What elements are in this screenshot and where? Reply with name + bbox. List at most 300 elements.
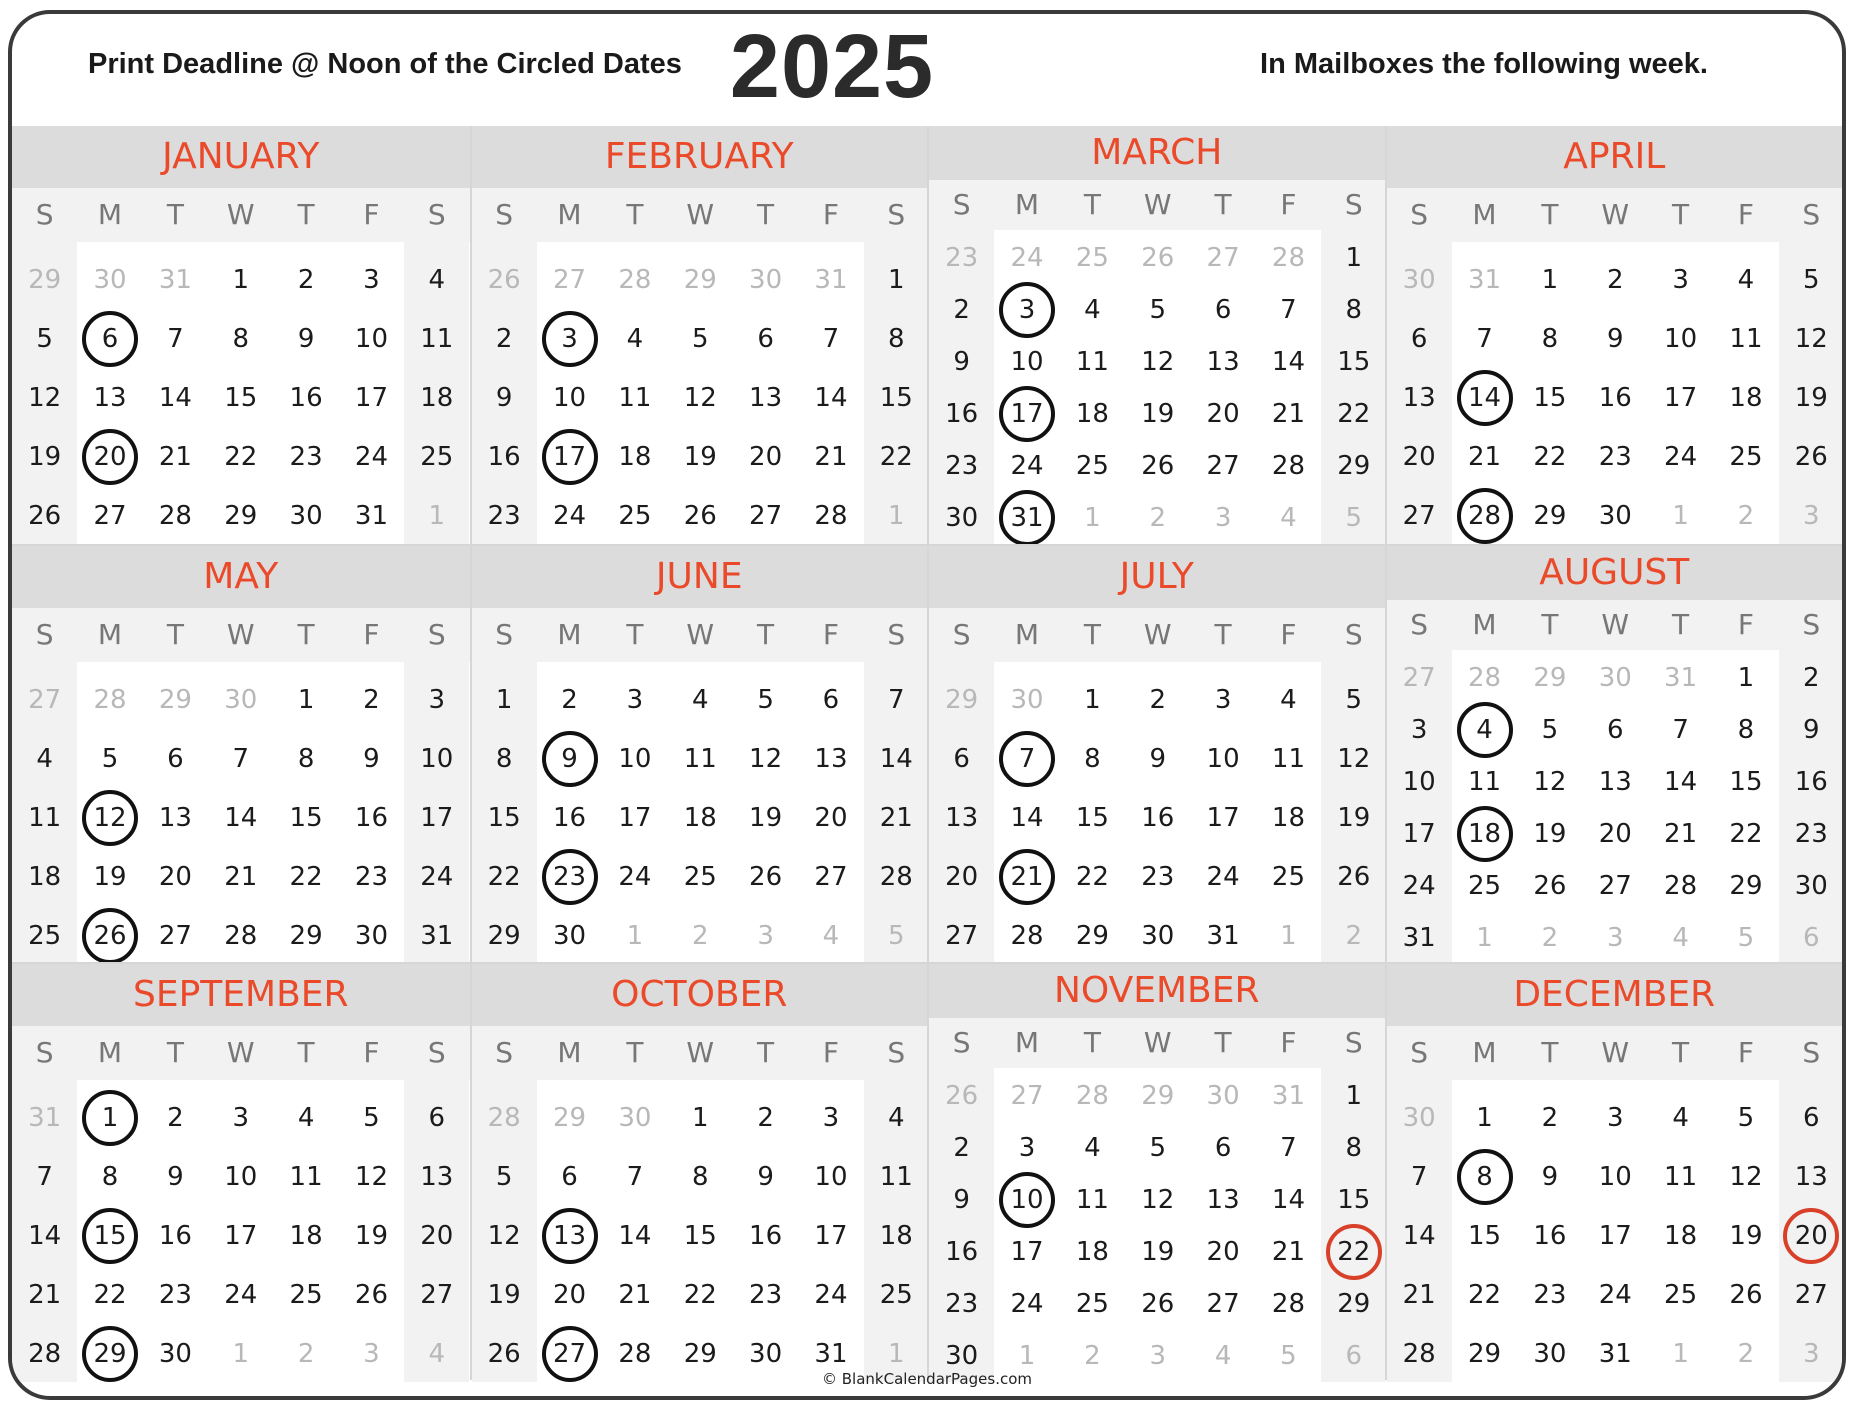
calendar-day: 6 [757,323,774,354]
calendar-day: 7 [888,684,905,715]
calendar-day: 16 [1141,802,1175,833]
calendar-day: 6 [428,1102,446,1133]
weekday-label: F [363,618,380,651]
calendar-day: 21 [1664,819,1698,849]
calendar-day: 29 [1467,1338,1502,1369]
weekday-label: S [1344,188,1363,221]
weekday-header [12,608,470,662]
calendar-day: 17 [224,1220,258,1251]
weekday-label: T [1672,1036,1690,1069]
adjacent-month-day: 31 [1664,663,1698,693]
calendar-day: 4 [626,323,644,354]
calendar-day: 21 [879,802,913,833]
weekday-label: M [97,198,123,231]
calendar-day: 12 [1337,743,1371,774]
calendar-day: 25 [1664,1279,1698,1310]
calendar-day: 27 [1206,1289,1240,1319]
calendar-day: 2 [561,684,578,715]
month-october [470,962,928,1380]
calendar-day: 11 [879,1161,913,1192]
calendar-day: 10 [552,382,587,413]
calendar-day: 2 [495,323,513,354]
calendar-day: 29 [224,500,258,531]
month-title: NOVEMBER [929,964,1385,1018]
calendar-day: 7 [167,323,184,354]
calendar-day: 15 [683,1220,717,1251]
calendar-day: 8 [101,1161,119,1192]
calendar-day: 16 [158,1220,192,1251]
calendar-day: 8 [495,743,513,774]
calendar-day: 17 [1664,382,1698,413]
calendar-day: 11 [28,802,62,833]
calendar-day: 12 [1794,323,1828,354]
calendar-day: 11 [1075,347,1109,377]
weekday-label: T [1541,1036,1559,1069]
calendar-day: 19 [487,1279,521,1310]
calendar-day: 16 [354,802,388,833]
calendar-day: 7 [1476,323,1493,354]
weekday-label: S [1410,198,1429,231]
calendar-day: 1 [1737,663,1755,693]
calendar-day: 13 [420,1161,454,1192]
weekday-label: S [35,1036,54,1069]
adjacent-month-day: 3 [1803,500,1820,531]
weekday-label: M [557,618,582,651]
calendar-day: 19 [749,802,783,833]
adjacent-month-day: 6 [1803,923,1820,953]
calendar-day: 5 [1345,684,1363,715]
calendar-day: 26 [93,920,127,951]
calendar-day: 19 [1729,1220,1763,1251]
calendar-day: 18 [1271,802,1305,833]
calendar-day: 20 [945,861,979,892]
weekday-label: W [686,198,715,231]
mailbox-note: In Mailboxes the following week. [1260,48,1708,80]
calendar-day: 6 [561,1161,578,1192]
calendar-day: 9 [1606,323,1624,354]
calendar-day: 23 [552,861,587,892]
calendar-day: 1 [888,264,905,295]
adjacent-month-day: 30 [1402,1102,1436,1133]
month-august [1385,544,1843,962]
calendar-day: 30 [354,920,388,951]
calendar-day: 28 [158,500,192,531]
adjacent-month-day: 3 [1214,503,1232,533]
calendar-day: 20 [158,861,192,892]
weekday-label: W [226,618,255,651]
calendar-day: 4 [888,1102,905,1133]
calendar-day: 26 [1729,1279,1763,1310]
calendar-day: 21 [1271,399,1305,429]
adjacent-month-day: 28 [1075,1081,1109,1111]
weekday-label: S [35,618,54,651]
calendar-day: 21 [618,1279,652,1310]
weekday-label: W [1601,608,1630,641]
calendar-day: 31 [1010,503,1044,533]
calendar-day: 11 [1664,1161,1698,1192]
weekday-label: S [887,618,906,651]
calendar-day: 30 [1141,920,1175,951]
calendar-day: 11 [1729,323,1763,354]
calendar-day: 15 [1075,802,1109,833]
weekday-label: T [1214,188,1232,221]
month-may [12,544,470,962]
weekday-label: W [226,198,255,231]
calendar-day: 28 [224,920,258,951]
calendar-day: 25 [1467,871,1502,901]
calendar-day: 2 [1803,663,1820,693]
calendar-day: 12 [1141,1185,1175,1215]
weekday-label: W [686,618,715,651]
calendar-day: 6 [167,743,184,774]
adjacent-month-day: 3 [757,920,774,951]
calendar-day: 14 [28,1220,62,1251]
weekday-label: M [1014,188,1040,221]
calendar-day: 25 [289,1279,323,1310]
calendar-day: 3 [1672,264,1689,295]
calendar-day: 8 [232,323,249,354]
adjacent-month-day: 30 [1402,264,1436,295]
calendar-day: 3 [232,1102,249,1133]
weekday-header [12,188,470,242]
calendar-day: 26 [1533,871,1567,901]
calendar-day: 11 [1467,767,1502,797]
calendar-day: 22 [879,441,913,472]
adjacent-month-day: 31 [1271,1081,1305,1111]
calendar-day: 12 [1533,767,1567,797]
weekday-label: S [952,188,971,221]
weekday-label: S [495,1036,514,1069]
month-july [927,544,1385,962]
calendar-day: 31 [1598,1338,1632,1369]
calendar-day: 19 [1794,382,1828,413]
weekday-label: T [626,198,644,231]
calendar-day: 13 [1206,1185,1240,1215]
adjacent-month-day: 30 [749,264,783,295]
adjacent-month-day: 2 [1345,920,1363,951]
adjacent-month-day: 2 [1737,500,1755,531]
adjacent-month-day: 27 [1402,663,1436,693]
month-title: FEBRUARY [472,126,928,188]
calendar-day: 10 [1206,743,1240,774]
calendar-day: 12 [1729,1161,1763,1192]
calendar-day: 25 [1271,861,1305,892]
calendar-day: 1 [1541,264,1559,295]
calendar-day: 9 [953,347,970,377]
calendar-day: 15 [224,382,258,413]
calendar-day: 1 [495,684,513,715]
calendar-day: 27 [945,920,979,951]
adjacent-month-day: 26 [487,264,521,295]
calendar-day: 30 [1794,871,1828,901]
calendar-day: 1 [1476,1102,1493,1133]
weekday-label: S [427,618,446,651]
adjacent-month-day: 2 [1541,923,1559,953]
calendar-day: 12 [28,382,62,413]
calendar-day: 22 [93,1279,127,1310]
weekday-label: S [495,198,514,231]
weekday-label: W [1601,198,1630,231]
calendar-day: 24 [552,500,587,531]
calendar-day: 25 [1075,1289,1109,1319]
calendar-day: 14 [1010,802,1044,833]
weekday-header [929,180,1385,230]
calendar-day: 27 [93,500,127,531]
weekday-label: W [1143,188,1172,221]
calendar-day: 23 [749,1279,783,1310]
weekday-label: M [557,198,582,231]
calendar-day: 29 [683,1338,717,1369]
calendar-day: 24 [354,441,388,472]
adjacent-month-day: 30 [618,1102,652,1133]
calendar-day: 22 [1075,861,1109,892]
calendar-day: 30 [945,503,979,533]
month-september [12,962,470,1380]
calendar-day: 14 [814,382,848,413]
weekday-label: T [1672,198,1690,231]
calendar-day: 21 [1402,1279,1436,1310]
calendar-day: 26 [1141,1289,1175,1319]
calendar-day: 24 [814,1279,848,1310]
calendar-day: 6 [1214,295,1232,325]
calendar-day: 20 [749,441,783,472]
adjacent-month-day: 3 [1606,923,1624,953]
weekday-label: T [626,1036,644,1069]
calendar-day: 18 [618,441,652,472]
calendar-day: 23 [158,1279,192,1310]
calendar-day: 25 [1075,451,1109,481]
calendar-day: 3 [561,323,578,354]
weekday-label: S [1410,1036,1429,1069]
weekday-label: F [1280,618,1297,651]
calendar-day: 24 [1402,871,1436,901]
calendar-day: 9 [1803,715,1820,745]
weekday-header [1387,600,1843,650]
calendar-day: 25 [683,861,717,892]
calendar-day: 8 [888,323,905,354]
weekday-label: S [35,198,54,231]
month-january [12,126,470,544]
month-november [927,962,1385,1380]
month-december [1385,962,1843,1380]
adjacent-month-day: 5 [1737,923,1755,953]
calendar-day: 24 [618,861,652,892]
adjacent-month-day: 4 [822,920,840,951]
adjacent-month-day: 29 [1141,1081,1175,1111]
calendar-day: 26 [354,1279,388,1310]
calendar-day: 21 [1271,1237,1305,1267]
weekday-label: T [166,1036,184,1069]
weekday-label: T [1214,618,1232,651]
calendar-day: 17 [552,441,587,472]
weekday-label: F [1280,1026,1297,1059]
calendar-day: 9 [363,743,380,774]
weekday-label: S [495,618,514,651]
calendar-day: 23 [354,861,388,892]
calendar-day: 3 [1018,295,1036,325]
calendar-day: 2 [1541,1102,1559,1133]
calendar-day: 30 [1598,500,1632,531]
footer-credit: © BlankCalendarPages.com [822,1370,1032,1388]
calendar-day: 25 [879,1279,913,1310]
weekday-label: W [1143,618,1172,651]
calendar-day: 21 [158,441,192,472]
adjacent-month-day: 1 [626,920,644,951]
weekday-label: F [1737,608,1754,641]
calendar-day: 14 [1467,382,1502,413]
adjacent-month-day: 1 [1084,503,1101,533]
calendar-day: 3 [428,684,446,715]
calendar-day: 23 [487,500,521,531]
calendar-day: 3 [1606,1102,1624,1133]
calendar-day: 14 [1664,767,1698,797]
calendar-day: 2 [1606,264,1624,295]
adjacent-month-day: 28 [487,1102,521,1133]
month-june [470,544,928,962]
calendar-day: 12 [683,382,717,413]
calendar-frame [8,10,1846,1400]
calendar-day: 29 [487,920,521,951]
calendar-day: 6 [1606,715,1624,745]
calendar-day: 23 [1141,861,1175,892]
calendar-day: 22 [683,1279,717,1310]
calendar-day: 22 [289,861,323,892]
calendar-day: 16 [289,382,323,413]
calendar-day: 4 [1280,684,1297,715]
weekday-label: F [822,618,839,651]
adjacent-month-day: 5 [1345,503,1363,533]
adjacent-month-day: 31 [1467,264,1502,295]
calendar-day: 4 [691,684,709,715]
calendar-day: 6 [101,323,119,354]
calendar-day: 29 [289,920,323,951]
calendar-day: 8 [1541,323,1559,354]
calendar-day: 23 [1794,819,1828,849]
adjacent-month-day: 28 [1271,243,1305,273]
calendar-day: 21 [814,441,848,472]
calendar-day: 9 [561,743,578,774]
calendar-day: 15 [93,1220,127,1251]
calendar-day: 26 [1337,861,1371,892]
adjacent-month-day: 1 [1672,500,1689,531]
calendar-day: 30 [945,1341,979,1371]
calendar-day: 10 [1664,323,1698,354]
calendar-day: 29 [1075,920,1109,951]
calendar-day: 26 [28,500,62,531]
calendar-day: 6 [1803,1102,1820,1133]
calendar-day: 16 [1598,382,1632,413]
calendar-day: 5 [495,1161,513,1192]
calendar-day: 13 [552,1220,587,1251]
calendar-day: 8 [1737,715,1755,745]
calendar-day: 31 [814,1338,848,1369]
calendar-day: 20 [1206,1237,1240,1267]
calendar-day: 1 [232,264,249,295]
adjacent-month-day: 29 [28,264,62,295]
calendar-day: 2 [297,264,315,295]
calendar-day: 2 [953,295,970,325]
calendar-day: 8 [1345,1133,1363,1163]
calendar-day: 9 [495,382,513,413]
calendar-day: 13 [1598,767,1632,797]
calendar-day: 7 [1018,743,1036,774]
adjacent-month-day: 6 [1345,1341,1363,1371]
calendar-day: 13 [1794,1161,1828,1192]
calendar-day: 7 [1280,295,1297,325]
adjacent-month-day: 29 [552,1102,587,1133]
calendar-day: 23 [945,451,979,481]
calendar-day: 4 [1737,264,1755,295]
weekday-label: T [1672,608,1690,641]
weekday-label: T [1214,1026,1232,1059]
calendar-day: 26 [487,1338,521,1369]
adjacent-month-day: 1 [428,500,446,531]
month-title: SEPTEMBER [12,964,470,1026]
month-title: MARCH [929,126,1385,180]
calendar-day: 9 [167,1161,184,1192]
calendar-day: 21 [28,1279,62,1310]
calendar-day: 19 [1141,1237,1175,1267]
calendar-day: 5 [1149,1133,1166,1163]
calendar-day: 22 [1467,1279,1502,1310]
calendar-day: 27 [420,1279,454,1310]
adjacent-month-day: 2 [1737,1338,1755,1369]
weekday-label: T [297,618,315,651]
weekday-label: S [1802,1036,1821,1069]
calendar-day: 14 [158,382,192,413]
calendar-day: 16 [1533,1220,1567,1251]
calendar-day: 23 [1533,1279,1567,1310]
calendar-day: 16 [945,1237,979,1267]
calendar-day: 20 [1794,1220,1828,1251]
calendar-day: 18 [1664,1220,1698,1251]
calendar-day: 17 [1010,1237,1044,1267]
calendar-day: 1 [1345,243,1363,273]
weekday-header [472,1026,928,1080]
weekday-label: F [1737,1036,1754,1069]
calendar-day: 4 [1672,1102,1689,1133]
weekday-label: F [822,1036,839,1069]
calendar-day: 3 [1214,684,1232,715]
weekday-label: T [757,198,775,231]
calendar-day: 14 [1271,1185,1305,1215]
weekday-header [929,608,1385,662]
calendar-day: 28 [1271,451,1305,481]
adjacent-month-day: 5 [1280,1341,1297,1371]
calendar-day: 14 [879,743,913,774]
calendar-day: 16 [487,441,521,472]
calendar-day: 25 [28,920,62,951]
adjacent-month-day: 28 [93,684,127,715]
calendar-day: 25 [618,500,652,531]
weekday-label: W [1601,1036,1630,1069]
calendar-day: 11 [1075,1185,1109,1215]
calendar-day: 2 [1149,684,1166,715]
calendar-day: 7 [1672,715,1689,745]
calendar-day: 10 [1010,347,1044,377]
calendar-day: 24 [1206,861,1240,892]
calendar-day: 10 [814,1161,848,1192]
adjacent-month-day: 30 [224,684,258,715]
year-title: 2025 [729,17,935,117]
calendar-day: 11 [420,323,454,354]
calendar-day: 21 [1010,861,1044,892]
adjacent-month-day: 4 [1214,1341,1232,1371]
adjacent-month-day: 27 [552,264,587,295]
weekday-label: S [1802,198,1821,231]
calendar-day: 15 [1337,1185,1371,1215]
weekday-header [1387,1026,1843,1080]
